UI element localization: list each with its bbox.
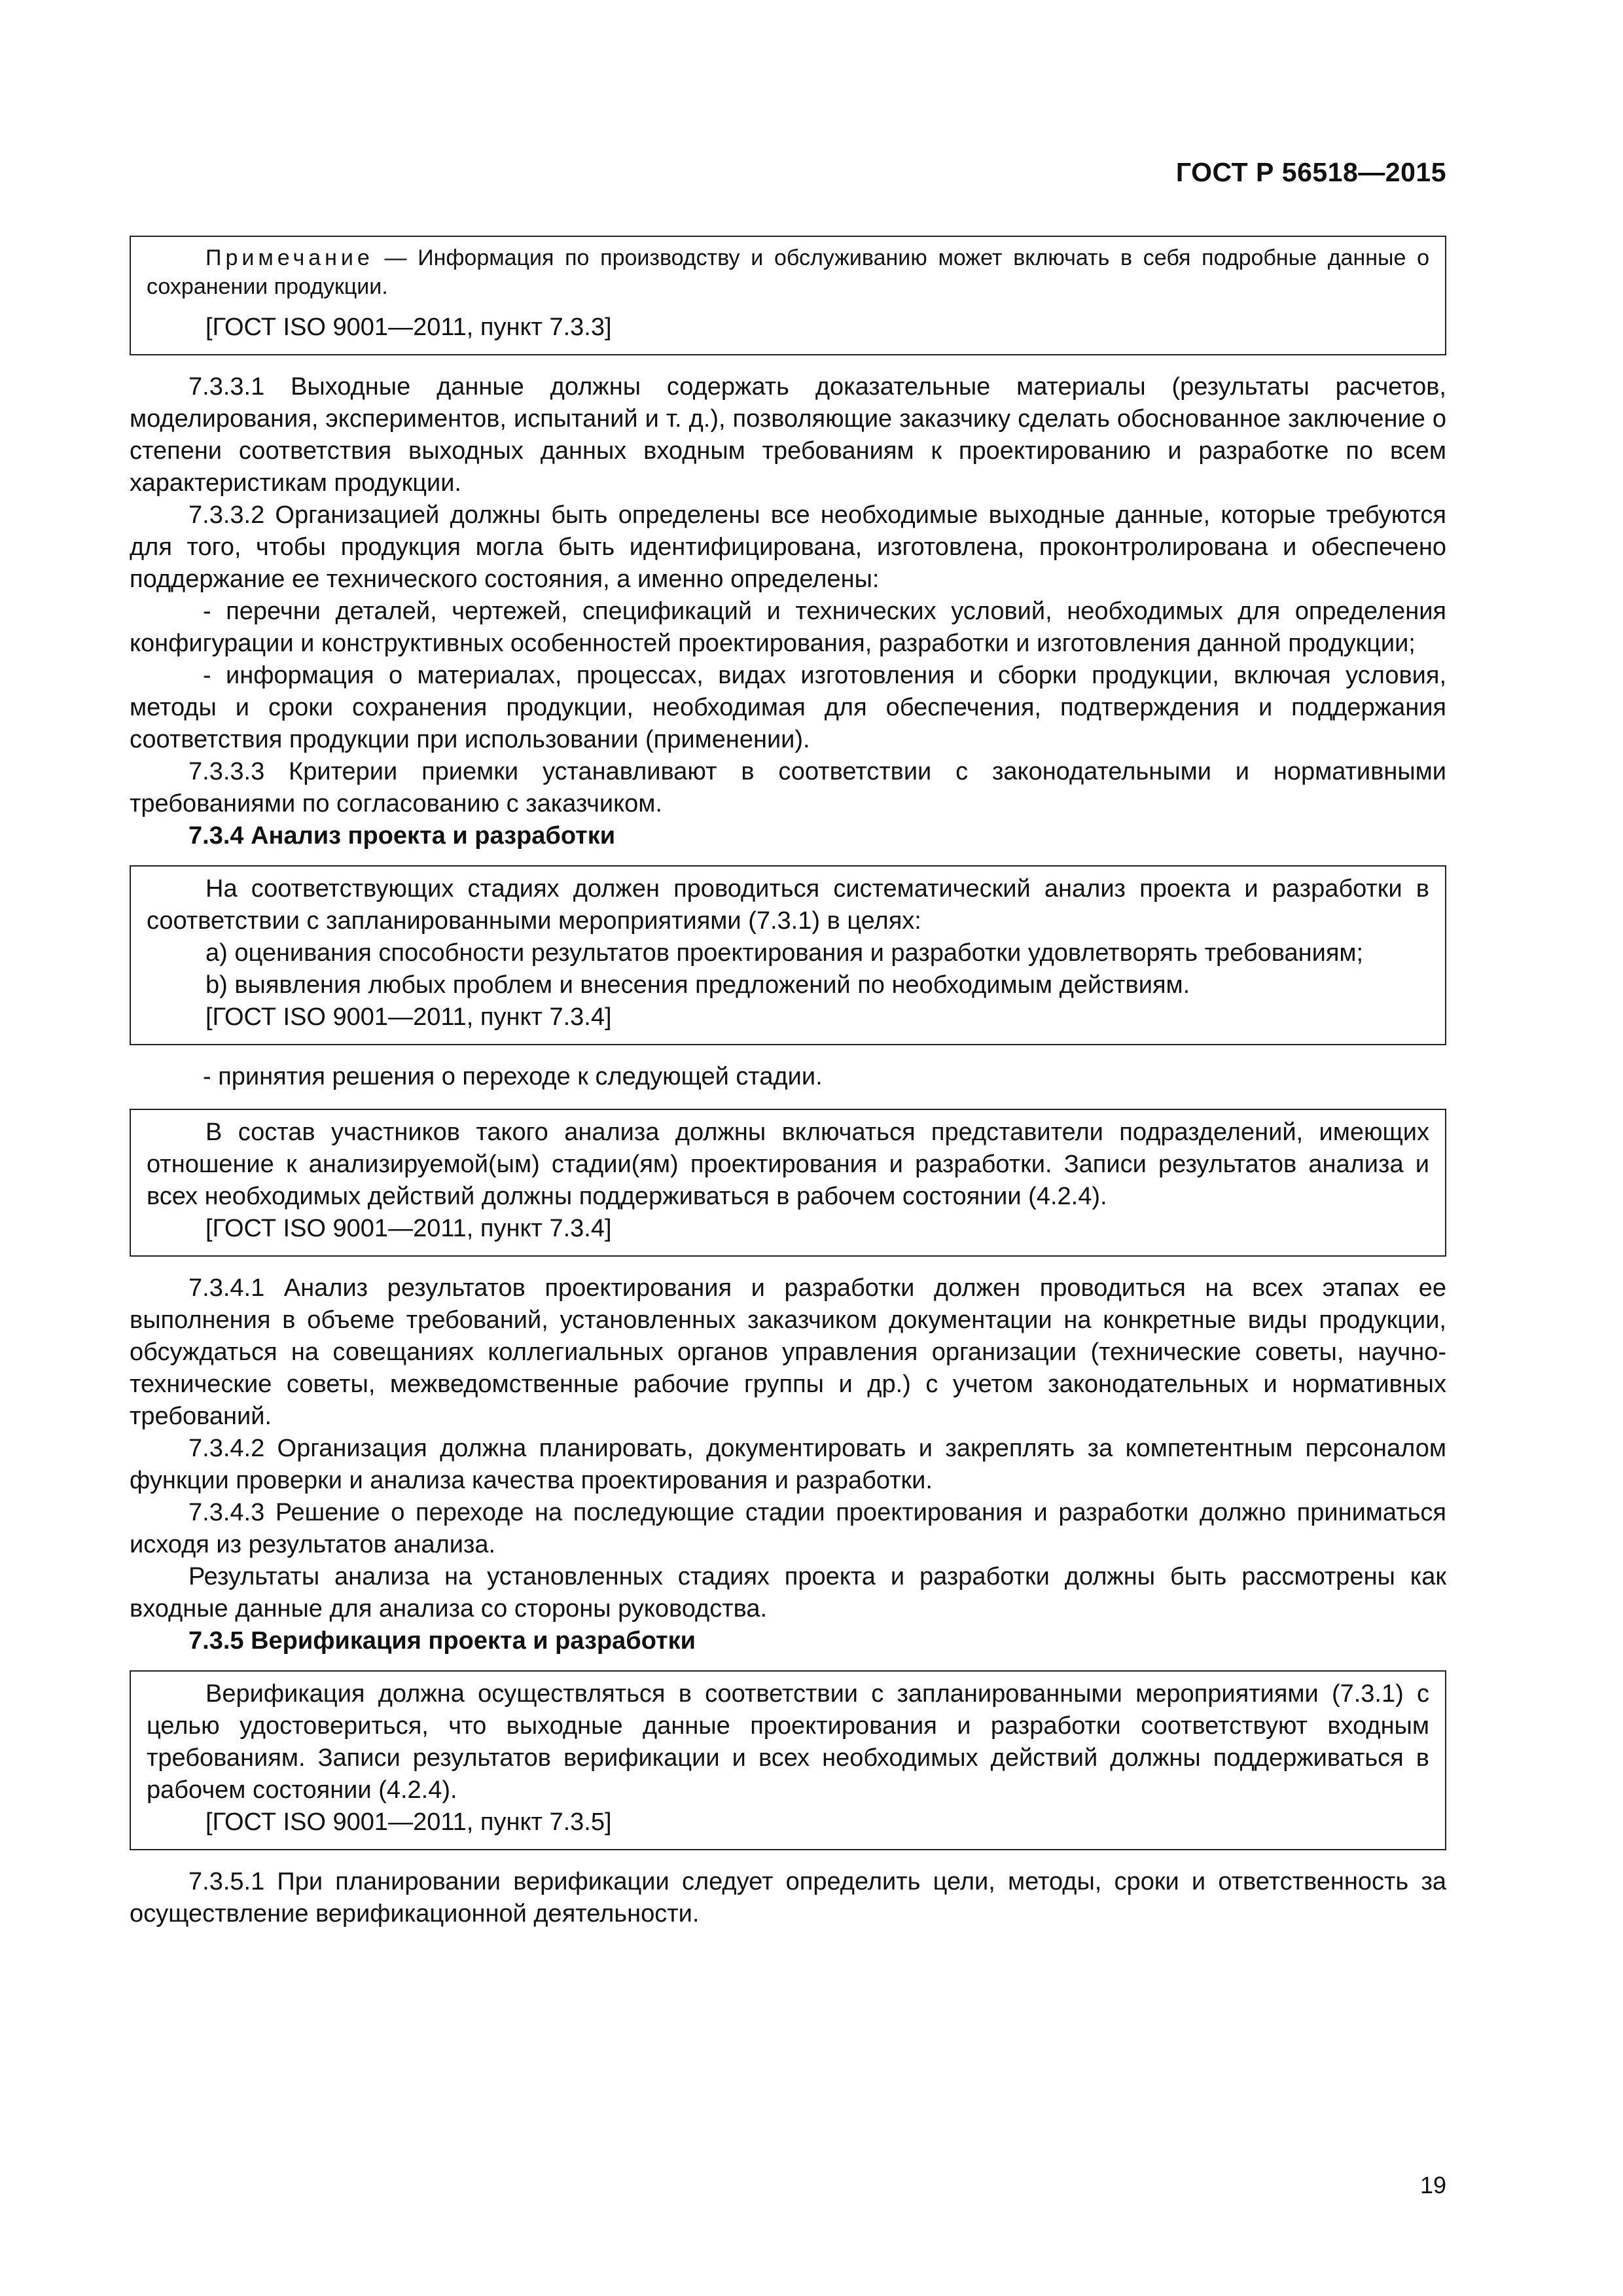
quote-reference: [ГОСТ ISO 9001—2011, пункт 7.3.4] — [205, 1003, 612, 1031]
quote-text: Верификация должна осуществляться в соответствии с запланированными мероприятиями (7.3.1) с целью удостовериться, что выходные данные проектирования и разработки соответствуют входным требованиям. Записи результатов верификации и всех необходимых действий должны поддерживаться в рабочем состоянии (4.2.4). — [147, 1680, 1429, 1804]
quote-reference: [ГОСТ ISO 9001—2011, пункт 7.3.4] — [205, 1215, 612, 1242]
page-number: 19 — [1419, 2172, 1446, 2198]
note-label: Примечание — [205, 245, 374, 270]
paragraph-7-3-4-1: 7.3.4.1 Анализ результатов проектирования и разработки должен проводиться на всех этапах ее выполнения в объеме требований, установленных заказчиком документации на конкретные виды продукции, обсуждаться на совещаниях коллегиальных органов управления организации (технические советы, научно-технические советы, межведомственные рабочие группы и др.) с учетом законодательных и нормативных требований. — [130, 1274, 1446, 1430]
paragraph-7-3-3-1: 7.3.3.1 Выходные данные должны содержать доказательные материалы (результаты расчетов, моделирования, экспериментов, испытаний и т. д.), позволяющие заказчику сделать обоснованное заключение о степени соответствия выходных данных входным требованиям к проектированию и разработке по всем характеристикам продукции. — [130, 373, 1446, 497]
quote-box-7-3-4-b — [130, 1109, 1446, 1257]
paragraph-7-3-4-3: 7.3.4.3 Решение о переходе на последующие стадии проектирования и разработки должно приниматься исходя из результатов анализа. — [130, 1499, 1446, 1558]
list-item: - информация о материалах, процессах, видах изготовления и сборки продукции, включая условия, методы и сроки сохранения продукции, необходимая для обеспечения, подтверждения и поддержания соответствия продукции при использовании (применении). — [130, 662, 1446, 753]
paragraph-7-3-3-2: 7.3.3.2 Организацией должны быть определены все необходимые выходные данные, которые требуются для того, чтобы продукция могла быть идентифицирована, изготовлена, проконтролирована и обеспечено поддержание ее технического состояния, а именно определены: — [130, 501, 1446, 593]
quote-item-a: a) оценивания способности результатов проектирования и разработки удовлетворять требованиям; — [205, 939, 1364, 967]
note-box — [130, 236, 1446, 355]
note-text — [147, 243, 1429, 301]
quote-box-7-3-4-a — [130, 865, 1446, 1045]
note-body: — Информация по производству и обслуживанию может включать в себя подробные данные о сохранении продукции. — [147, 245, 1429, 299]
quote-intro: На соответствующих стадиях должен проводиться систематический анализ проекта и разработки в соответствии с запланированными мероприятиями (7.3.1) в целях: — [147, 875, 1429, 935]
paragraph-results: Результаты анализа на установленных стадиях проекта и разработки должны быть рассмотрены как входные данные для анализа со стороны руководства. — [130, 1563, 1446, 1623]
list-item: - перечни деталей, чертежей, спецификаций и технических условий, необходимых для определения конфигурации и конструктивных особенностей проектирования, разработки и изготовления данной продукции; — [130, 598, 1446, 657]
page-content — [130, 236, 1446, 1930]
document-header: ГОСТ Р 56518—2015 — [1175, 157, 1446, 187]
quote-reference: [ГОСТ ISO 9001—2011, пункт 7.3.5] — [205, 1808, 612, 1836]
section-heading-7-3-4: 7.3.4 Анализ проекта и разработки — [188, 822, 616, 850]
list-item: - принятия решения о переходе к следующей стадии. — [203, 1063, 823, 1090]
quote-item-b: b) выявления любых проблем и внесения предложений по необходимым действиям. — [205, 971, 1190, 999]
section-heading-7-3-5: 7.3.5 Верификация проекта и разработки — [188, 1627, 696, 1655]
quote-box-7-3-5 — [130, 1670, 1446, 1850]
paragraph-7-3-4-2: 7.3.4.2 Организация должна планировать, документировать и закреплять за компетентным персоналом функции проверки и анализа качества проектирования и разработки. — [130, 1435, 1446, 1494]
note-reference: [ГОСТ ISO 9001—2011, пункт 7.3.3] — [205, 314, 612, 341]
quote-text: В состав участников такого анализа должны включаться представители подразделений, имеющих отношение к анализируемой(ым) стадии(ям) проектирования и разработки. Записи результатов анализа и всех необходимых действий должны поддерживаться в рабочем состоянии (4.2.4). — [147, 1119, 1429, 1210]
paragraph-7-3-5-1: 7.3.5.1 При планировании верификации следует определить цели, методы, сроки и ответственность за осуществление верификационной деятельности. — [130, 1868, 1446, 1928]
paragraph-7-3-3-3: 7.3.3.3 Критерии приемки устанавливают в соответствии с законодательными и нормативными требованиями по согласованию с заказчиком. — [130, 758, 1446, 817]
